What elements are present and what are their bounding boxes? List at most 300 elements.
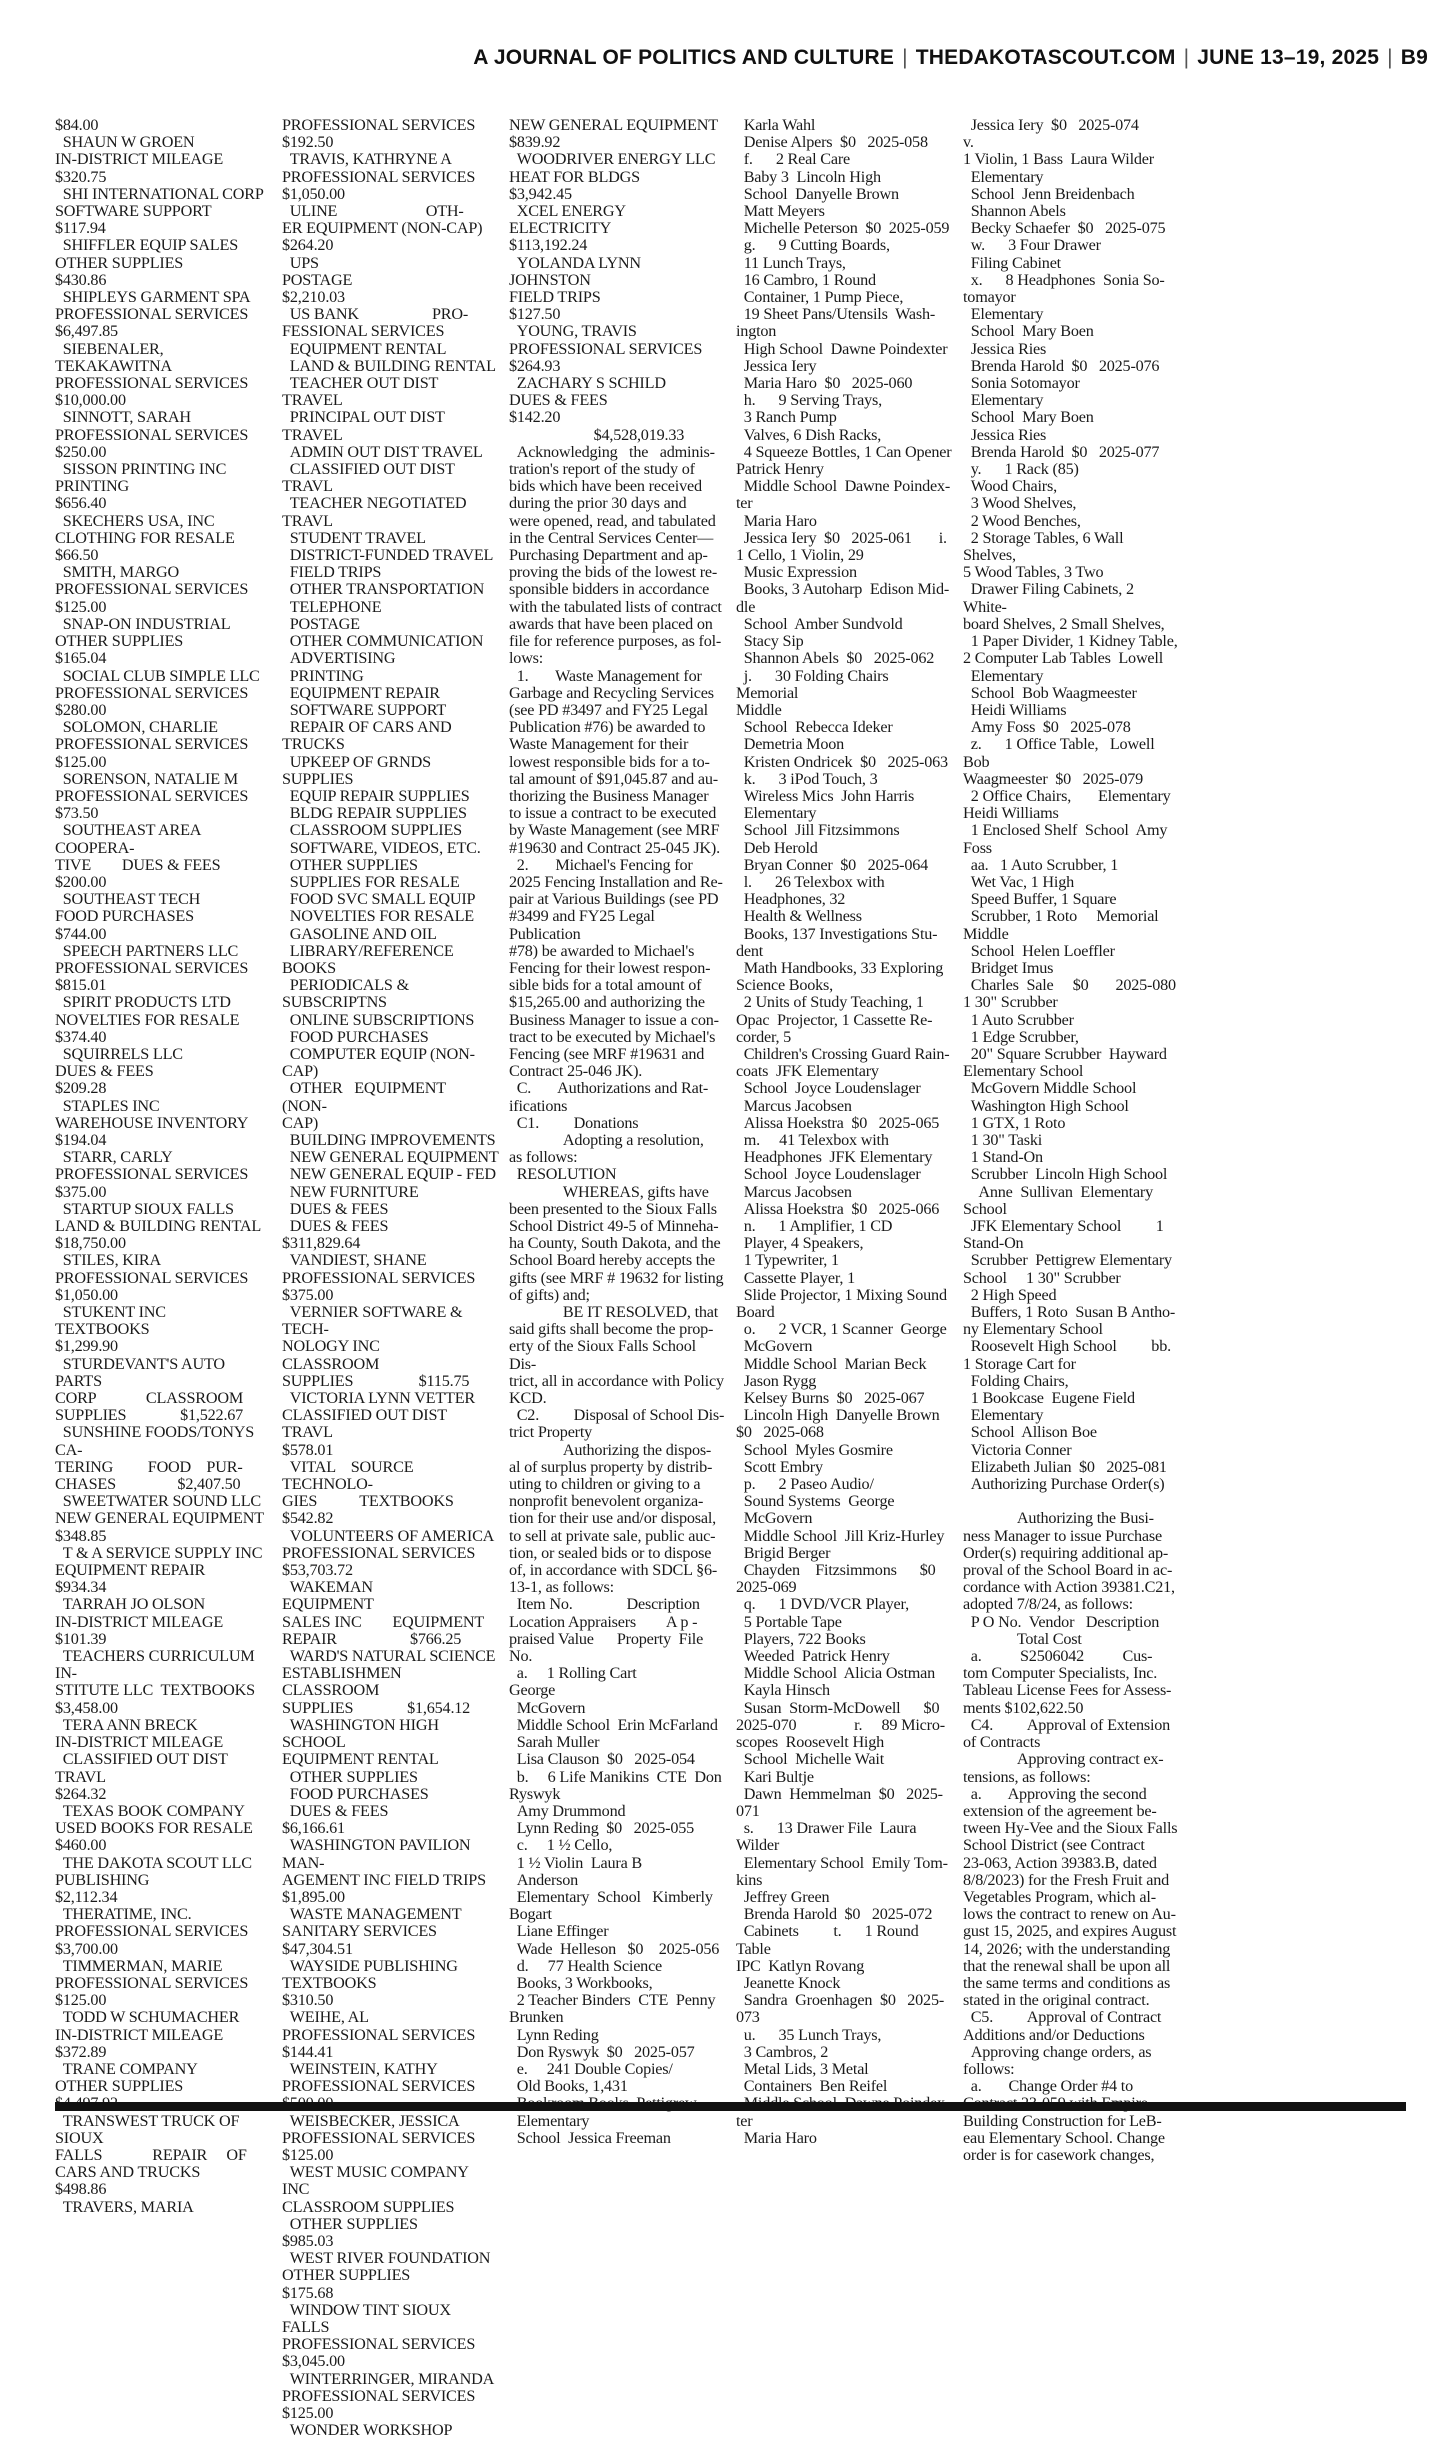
notice-line: PROFESSIONAL SERVICES (55, 958, 249, 977)
notice-line: PROFESSIONAL SERVICES (55, 425, 249, 444)
notice-line: ESTABLISHMEN CLASSROOM (282, 1664, 406, 1700)
notice-line: Middle School Marian Beck (736, 1354, 927, 1373)
notice-line: C5. Approval of Contract (963, 2008, 1162, 2027)
notice-line: TERA ANN BRECK (55, 1715, 198, 1734)
notice-line: PROFESSIONAL SERVICES (282, 2386, 476, 2405)
notice-line: $430.86 (55, 270, 107, 289)
notice-line: YOUNG, TRAVIS (509, 322, 637, 341)
notice-line: 1 Enclosed Shelf School Amy (963, 821, 1168, 840)
notice-line: Jason Rygg (736, 1371, 817, 1390)
notice-line: Anderson (509, 1870, 579, 1889)
notice-line: SALES INC EQUIPMENT (282, 1612, 485, 1631)
notice-line: WEIHE, AL (282, 2008, 369, 2027)
notice-line: IN-DISTRICT MILEAGE (55, 150, 224, 169)
notice-line: $320.75 (55, 167, 107, 186)
notice-line: 1 GTX, 1 Roto (963, 1113, 1066, 1132)
notice-line: SHAUN W GROEN (55, 133, 195, 152)
notice-line: PROFESSIONAL SERVICES (282, 1268, 476, 1287)
notice-line: PROFESSIONAL SERVICES (55, 1973, 249, 1992)
page-number: B9 (1400, 46, 1428, 69)
notice-line: Middle (736, 700, 782, 719)
notice-line: TEACHERS CURRICULUM IN- (55, 1647, 259, 1683)
notice-line: LAND & BUILDING RENTAL (282, 356, 496, 375)
notice-line: CLASSIFIED OUT DIST TRAVL (282, 460, 458, 496)
notice-line: c. 1 ½ Cello, (509, 1836, 613, 1855)
notice-line: Publication #76) be awarded to (509, 718, 706, 737)
notice-line: of Contracts (963, 1733, 1041, 1752)
notice-line: order is for casework changes, (963, 2145, 1155, 2164)
notice-line: Elementary (963, 167, 1044, 186)
notice-line: FIELD TRIPS (282, 563, 382, 582)
notice-line: Heidi Williams (963, 804, 1059, 823)
notice-line: Foss (963, 838, 992, 857)
notice-line: Kelsey Burns $0 2025-067 (736, 1389, 925, 1408)
notice-line: OTHER TRANSPORTATION (282, 580, 485, 599)
notice-line: $372.89 (55, 2042, 107, 2061)
notice-line: $2,112.34 (55, 1887, 118, 1906)
notice-line: OTHER SUPPLIES (282, 855, 418, 874)
notice-line: OTHER COMMUNICATION (282, 632, 484, 651)
notice-line: DISTRICT-FUNDED TRAVEL (282, 546, 494, 565)
notice-line: Liane Effinger (509, 1922, 609, 1941)
notice-line: VANDIEST, SHANE (282, 1251, 427, 1270)
notice-line: $375.00 (282, 1285, 334, 1304)
notice-line: School District (see Contract (963, 1836, 1145, 1855)
notice-line: Cabinets t. 1 Round Table (736, 1922, 923, 1958)
notice-line: $209.28 (55, 1079, 107, 1098)
notice-line: OTHER SUPPLIES (282, 1767, 418, 1786)
notice-line: REPAIR OF CARS AND TRUCKS (282, 718, 456, 754)
notice-line: Cassette Player, 1 (736, 1268, 855, 1287)
notice-line: Jeanette Knock (736, 1973, 841, 1992)
notice-line: Headphones JFK Elementary (736, 1148, 933, 1167)
notice-line: WASTE MANAGEMENT (282, 1905, 462, 1924)
notice-line: SQUIRRELS LLC (55, 1044, 183, 1063)
notice-line: School Amber Sundvold (736, 614, 903, 633)
notice-line: $839.92 (509, 133, 561, 152)
notice-line: in the Central Services Center— (509, 528, 714, 547)
notice-line: WEINSTEIN, KATHY (282, 2059, 438, 2078)
notice-line: f. 2 Real Care (736, 150, 851, 169)
notice-line: FALLS REPAIR OF (55, 2145, 247, 2164)
notice-line: Michelle Peterson $0 2025-059 (736, 219, 950, 238)
notice-line: 23-063, Action 39383.B, dated (963, 1853, 1157, 1872)
notice-line: Shannon Abels $0 2025-062 (736, 649, 935, 668)
notice-line: tensions, as follows: (963, 1767, 1091, 1786)
notice-line: SNAP-ON INDUSTRIAL (55, 614, 231, 633)
notice-line: School Mary Boen (963, 322, 1094, 341)
notice-line: TARRAH JO OLSON (55, 1595, 206, 1614)
notice-line: of, in accordance with SDCL §6- (509, 1561, 718, 1580)
notice-line: $815.01 (55, 976, 107, 995)
notice-line: PROFESSIONAL SERVICES (282, 2335, 476, 2354)
notice-line: p. 2 Paseo Audio/ (736, 1475, 874, 1494)
notice-line: $125.00 (282, 2145, 334, 2164)
notice-line: d. 77 Health Science (509, 1956, 663, 1975)
notice-line: OTHER SUPPLIES (55, 253, 184, 272)
notice-line: High School Dawne Poindexter (736, 339, 948, 358)
notice-line: Filing Cabinet (963, 253, 1061, 272)
notice-line: cordance with Action 39381.C21, (963, 1578, 1175, 1597)
notice-line: Wireless Mics John Harris (736, 786, 915, 805)
notice-line: School Joyce Loudenslager (736, 1165, 921, 1184)
notice-line: OTHER EQUIPMENT (NON- (282, 1079, 458, 1115)
notice-line: Waste Management for their (509, 735, 689, 754)
notice-line: US BANK PRO- (282, 305, 469, 324)
notice-line: PROFESSIONAL SERVICES (55, 1268, 249, 1287)
notice-line: Contract 25-046 JK). (509, 1062, 643, 1081)
notice-line: NEW FURNITURE (282, 1182, 419, 1201)
notice-line: POSTAGE (282, 270, 353, 289)
notice-line: Amy Drummond (509, 1801, 626, 1820)
notice-line: by Waste Management (see MRF (509, 821, 720, 840)
notice-line: FESSIONAL SERVICES (282, 322, 445, 341)
notice-line: Players, 722 Books (736, 1629, 866, 1648)
notice-line: Marcus Jacobsen (736, 1096, 852, 1115)
notice-line: $656.40 (55, 494, 107, 513)
notice-line: STAPLES INC (55, 1096, 160, 1115)
notice-line: aa. 1 Auto Scrubber, 1 (963, 855, 1119, 874)
notice-line: bids which have been received (509, 477, 702, 496)
notice-line: WEST MUSIC COMPANY INC (282, 2163, 472, 2199)
notice-line: Fencing for their lowest respon- (509, 958, 711, 977)
notice-line: g. 9 Cutting Boards, (736, 236, 890, 255)
notice-line: TERING FOOD PUR- (55, 1457, 243, 1476)
notice-line: adopted 7/8/24, as follows: (963, 1595, 1133, 1614)
notice-line: Slide Projector, 1 Mixing Sound (736, 1285, 947, 1304)
notice-line: Elementary (963, 1406, 1044, 1425)
notice-line: IN-DISTRICT MILEAGE (55, 2025, 224, 2044)
notice-line: CAP) (282, 1113, 319, 1132)
notice-line: $280.00 (55, 700, 107, 719)
notice-line: $113,192.24 (509, 236, 588, 255)
notice-line: REPAIR $766.25 (282, 1629, 462, 1648)
notice-line: LAND & BUILDING RENTAL (55, 1217, 262, 1235)
notice-line: dle (736, 597, 756, 616)
notice-line: Middle School Jill Kriz-Hurley (736, 1526, 945, 1545)
notice-line: Math Handbooks, 33 Exploring (736, 958, 944, 977)
notice-line: VERNIER SOFTWARE & TECH- (282, 1303, 466, 1339)
notice-line: n. 1 Amplifier, 1 CD (736, 1217, 893, 1235)
notice-line: T & A SERVICE SUPPLY INC (55, 1543, 263, 1562)
notice-line: ONLINE SUBSCRIPTIONS (282, 1010, 475, 1029)
notice-line: Item No. Description (509, 1595, 700, 1614)
notice-line: 3 Wood Shelves, (963, 494, 1077, 513)
notice-line: follows: (963, 2059, 1015, 2078)
notice-line: $47,304.51 (282, 1939, 353, 1958)
notice-line: Maria Haro (736, 2128, 817, 2147)
notice-line: NEW GENERAL EQUIPMENT (282, 1148, 499, 1167)
notice-line: CLOTHING FOR RESALE (55, 528, 235, 547)
notice-line: 2 Office Chairs, Elementary (963, 786, 1171, 805)
notice-line: NOVELTIES FOR RESALE (282, 907, 474, 926)
notice-line: $117.94 (55, 219, 106, 238)
notice-line: w. 3 Four Drawer (963, 236, 1101, 255)
notice-line: Sound Systems George (736, 1492, 895, 1511)
notice-line: Charles Sale $0 2025-080 (963, 976, 1176, 995)
notice-line: 13-1, as follows: (509, 1578, 614, 1597)
notice-line: Middle School Alicia Ostman (736, 1664, 936, 1683)
masthead-line (473, 46, 1428, 70)
notice-line: tion, or sealed bids or to dispose (509, 1543, 712, 1562)
notice-line: PROFESSIONAL SERVICES (55, 1165, 249, 1184)
notice-line: Shannon Abels (963, 202, 1066, 221)
notice-line: STUKENT INC (55, 1303, 166, 1322)
notice-line: to sell at private sale, public auc- (509, 1526, 716, 1545)
notice-line: $125.00 (55, 597, 107, 616)
notice-line: FOOD SVC SMALL EQUIP (282, 890, 476, 909)
notice-line: TIVE DUES & FEES (55, 855, 221, 874)
notice-line: q. 1 DVD/VCR Player, (736, 1595, 909, 1614)
notice-line: Alissa Hoekstra $0 2025-066 (736, 1199, 940, 1218)
notice-line: 3 Cambros, 2 (736, 2042, 829, 2061)
notice-line: GASOLINE AND OIL (282, 924, 437, 943)
notice-line: $348.85 (55, 1526, 107, 1545)
notice-line: $125.00 (55, 1991, 107, 2010)
notice-line: Music Expression (736, 563, 857, 582)
notice-line: o. 2 VCR, 1 Scanner George (736, 1320, 947, 1339)
notice-line: EQUIP REPAIR SUPPLIES (282, 786, 470, 805)
notice-line: tract to be executed by Michael's (509, 1027, 716, 1046)
notice-line: Building Construction for LeB- (963, 2111, 1162, 2130)
notice-line: ter (736, 2111, 753, 2130)
notice-line: z. 1 Office Table, Lowell Bob (963, 735, 1163, 771)
notice-line: School Joyce Loudenslager (736, 1079, 921, 1098)
notice-line: SPIRIT PRODUCTS LTD (55, 993, 231, 1012)
notice-line: C4. Approval of Extension (963, 1715, 1171, 1734)
notice-line: Order(s) requiring additional ap- (963, 1543, 1169, 1562)
notice-line: with the tabulated lists of contract (509, 597, 722, 616)
notice-line: WONDER WORKSHOP (282, 2421, 453, 2439)
notice-line: TELEPHONE (282, 597, 382, 616)
notice-line: Heidi Williams (963, 700, 1067, 719)
notice-line: proving the bids of the lowest re- (509, 563, 718, 582)
notice-line: C1. Donations (509, 1113, 639, 1132)
notice-line: P O No. Vendor Description (963, 1612, 1160, 1631)
notice-line: THERATIME, INC. (55, 1905, 192, 1924)
notice-line: NOVELTIES FOR RESALE (55, 1010, 240, 1029)
notice-line: Containers Ben Reifel (736, 2077, 888, 2096)
notice-line: file for reference purposes, as fol- (509, 632, 722, 651)
notice-line: ha County, South Dakota, and the (509, 1234, 721, 1253)
notice-line: DUES & FEES (282, 1217, 389, 1235)
text-column-5 (963, 116, 1180, 2164)
notice-line: 1 ½ Violin Laura B (509, 1853, 643, 1872)
notice-line: corder, 5 (736, 1027, 792, 1046)
notice-line: $744.00 (55, 924, 107, 943)
notice-line: extension of the agreement be- (963, 1801, 1157, 1820)
notice-line: THE DAKOTA SCOUT LLC (55, 1853, 252, 1872)
notice-line: $374.40 (55, 1027, 107, 1046)
notice-line: 2 High Speed (963, 1285, 1057, 1304)
notice-line: $3,700.00 (55, 1939, 118, 1958)
notice-line: been presented to the Sioux Falls (509, 1199, 717, 1218)
notice-line: School Jenn Breidenbach (963, 184, 1135, 203)
notice-line: 4 Squeeze Bottles, 1 Can Opener (736, 442, 952, 461)
notice-line: #3499 and FY25 Legal Publication (509, 907, 659, 943)
notice-line: sponsible bidders in accordance (509, 580, 710, 599)
notice-line: OTHER SUPPLIES (282, 2266, 411, 2285)
notice-line: SHIFFLER EQUIP SALES (55, 236, 238, 255)
notice-line: Approving contract ex- (963, 1750, 1164, 1769)
notice-line: SUPPLIES $115.75 (282, 1371, 470, 1390)
notice-line: during the prior 30 days and (509, 494, 687, 513)
notice-line: $125.00 (282, 2404, 334, 2423)
notice-line: Headphones, 32 (736, 890, 846, 909)
notice-line: Wet Vac, 1 High (963, 872, 1074, 891)
notice-line: Middle School Erin McFarland (509, 1715, 718, 1734)
notice-line: EQUIPMENT RENTAL (282, 1750, 439, 1769)
notice-line: School (963, 1199, 1007, 1218)
notice-line: x. 8 Headphones Sonia So- (963, 270, 1165, 289)
notice-line: Science Books, (736, 976, 834, 995)
notice-line: 2. Michael's Fencing for (509, 855, 693, 874)
notice-line: Anne Sullivan Elementary (963, 1182, 1154, 1201)
notice-line: $18,750.00 (55, 1234, 126, 1253)
notice-line: TEXAS BOOK COMPANY (55, 1801, 245, 1820)
notice-line: PROFESSIONAL SERVICES (509, 339, 703, 358)
notice-line: stated in the original contract. (963, 1991, 1150, 2010)
notice-line: TEACHER OUT DIST TRAVEL (282, 374, 442, 410)
notice-line: Wade Helleson $0 2025-056 (509, 1939, 720, 1958)
notice-line: SHI INTERNATIONAL CORP (55, 184, 264, 203)
notice-line: PROFESSIONAL SERVICES (55, 683, 249, 702)
notice-line: s. 13 Drawer File Laura Wilder (736, 1819, 920, 1855)
notice-line: Books, 137 Investigations Stu- (736, 924, 938, 943)
notice-line: DUES & FEES (282, 1801, 389, 1820)
notice-line: 5 Wood Tables, 3 Two (963, 563, 1104, 582)
notice-line: George (509, 1681, 556, 1700)
notice-line: (see PD #3497 and FY25 Legal (509, 700, 708, 719)
notice-line: 3 Ranch Pump (736, 408, 837, 427)
notice-line: NEW GENERAL EQUIP - FED (282, 1165, 496, 1184)
notice-line: OTHER SUPPLIES (55, 2077, 184, 2096)
notice-line: VICTORIA LYNN VETTER (282, 1389, 476, 1408)
notice-line: $375.00 (55, 1182, 107, 1201)
notice-line: Valves, 6 Dish Racks, (736, 425, 882, 444)
notice-line: board Shelves, 2 Small Shelves, (963, 614, 1165, 633)
notice-line: Jessica Ries (963, 339, 1047, 358)
notice-line: l. 26 Telexbox with (736, 872, 885, 891)
notice-line: $0 2025-068 (736, 1423, 824, 1442)
notice-line: CLASSROOM SUPPLIES (282, 2197, 455, 2216)
notice-line: ELECTRICITY (509, 219, 612, 238)
notice-line: WARD'S NATURAL SCIENCE (282, 1647, 496, 1666)
notice-line: trict, all in accordance with Policy (509, 1371, 724, 1390)
notice-line: No. (509, 1647, 533, 1666)
notice-line: XCEL ENERGY (509, 202, 626, 221)
notice-line: TRANE COMPANY (55, 2059, 198, 2078)
notice-line: $73.50 (55, 804, 99, 823)
notice-line: h. 9 Serving Trays, (736, 391, 882, 410)
notice-line: Authorizing Purchase Order(s) (963, 1475, 1165, 1494)
notice-line: 2 Storage Tables, 6 Wall Shelves, (963, 528, 1128, 565)
notice-line: Children's Crossing Guard Rain- (736, 1044, 950, 1063)
notice-line: School Danyelle Brown (736, 184, 899, 203)
notice-line: PROFESSIONAL SERVICES (282, 2077, 476, 2096)
notice-line: y. 1 Rack (85) (963, 460, 1079, 479)
notice-line: TEXTBOOKS (282, 1973, 377, 1992)
notice-line: 16 Cambro, 1 Round (736, 270, 876, 289)
notice-line: $3,458.00 (55, 1698, 118, 1717)
notice-line: Vegetables Program, which al- (963, 1887, 1156, 1906)
notice-line: $127.50 (509, 305, 561, 324)
notice-line: HEAT FOR BLDGS (509, 167, 640, 186)
notice-line: $125.00 (55, 752, 107, 771)
notice-line: ULINE OTH- (282, 202, 464, 221)
notice-line: Brenda Harold $0 2025-077 (963, 442, 1160, 461)
notice-line: Patrick Henry (736, 460, 824, 479)
notice-line: $1,299.90 (55, 1337, 118, 1356)
notice-line: YOLANDA LYNN JOHNSTON (509, 253, 645, 289)
notice-line: 11 Lunch Trays, (736, 253, 846, 272)
notice-line: a. 1 Rolling Cart (509, 1664, 637, 1683)
notice-line: Marcus Jacobsen (736, 1182, 852, 1201)
notice-line: McGovern (736, 1509, 813, 1528)
notice-line: PRINTING (282, 666, 364, 685)
notice-line: C2. Disposal of School Dis- (509, 1406, 725, 1425)
notice-line: Becky Schaefer $0 2025-075 (963, 219, 1166, 238)
notice-line: WEISBECKER, JESSICA (282, 2111, 460, 2130)
notice-line: FIELD TRIPS (509, 288, 601, 307)
notice-line: FOOD PURCHASES (282, 1027, 429, 1046)
notice-line: Location Appraisers A p - (509, 1612, 698, 1631)
notice-line: School Rebecca Ideker (736, 718, 893, 737)
notice-line: Elementary (963, 305, 1044, 324)
notice-line: as follows: (509, 1148, 578, 1167)
notice-line: eau Elementary School. Change (963, 2128, 1165, 2147)
notice-line: $250.00 (55, 442, 107, 461)
notice-line: OTHER SUPPLIES (55, 632, 184, 651)
notice-line: 2 Units of Study Teaching, 1 (736, 993, 924, 1012)
notice-line: SKECHERS USA, INC (55, 511, 215, 530)
notice-line: Buffers, 1 Roto Susan B Antho- (963, 1303, 1176, 1322)
notice-line: Waagmeester $0 2025-079 (963, 769, 1144, 788)
notice-line: Elizabeth Julian $0 2025-081 (963, 1457, 1167, 1476)
notice-line: 1 Stand-On (963, 1148, 1043, 1167)
notice-line: Purchasing Department and ap- (509, 546, 708, 565)
notice-line: BE IT RESOLVED, that (509, 1303, 719, 1322)
notice-line: UPKEEP OF GRNDS SUPPLIES (282, 752, 435, 788)
notice-line: thorizing the Business Manager (509, 786, 709, 805)
notice-line: WINTERRINGER, MIRANDA (282, 2369, 495, 2388)
notice-line: of gifts) and; (509, 1285, 590, 1304)
notice-line: OTHER SUPPLIES (282, 2214, 418, 2233)
notice-line: TRAVIS, KATHRYNE A (282, 150, 452, 169)
site-link[interactable]: THEDAKOTASCOUT.COM (915, 46, 1176, 69)
notice-line: Don Ryswyk $0 2025-057 (509, 2042, 695, 2061)
notice-line: ER EQUIPMENT (NON-CAP) (282, 219, 483, 238)
notice-line: $10,000.00 (55, 391, 126, 410)
notice-line: Lincoln High Danyelle Brown (736, 1406, 940, 1425)
notice-line: Sandra Groenhagen $0 2025- (736, 1991, 945, 2010)
notice-line: IN-DISTRICT MILEAGE (55, 1733, 224, 1752)
notice-line: Books, 3 Autoharp Edison Mid- (736, 580, 950, 599)
notice-line: $6,497.85 (55, 322, 118, 341)
notice-line: School Michelle Wait (736, 1750, 885, 1769)
notice-line: 5 Portable Tape (736, 1612, 842, 1631)
notice-line: Elementary (963, 391, 1044, 410)
notice-line: pair at Various Buildings (see PD (509, 890, 719, 909)
notice-line: $165.04 (55, 649, 107, 668)
notice-line: 1 30" Scrubber (963, 993, 1058, 1012)
notice-line: 071 (736, 1801, 760, 1820)
notice-line: Brigid Berger (736, 1543, 831, 1562)
notice-line: were opened, read, and tabulated (509, 511, 716, 530)
notice-line: DUES & FEES (55, 1062, 154, 1081)
notice-line: awards that have been placed on (509, 614, 713, 633)
notice-line: al of surplus property by distrib- (509, 1457, 713, 1476)
